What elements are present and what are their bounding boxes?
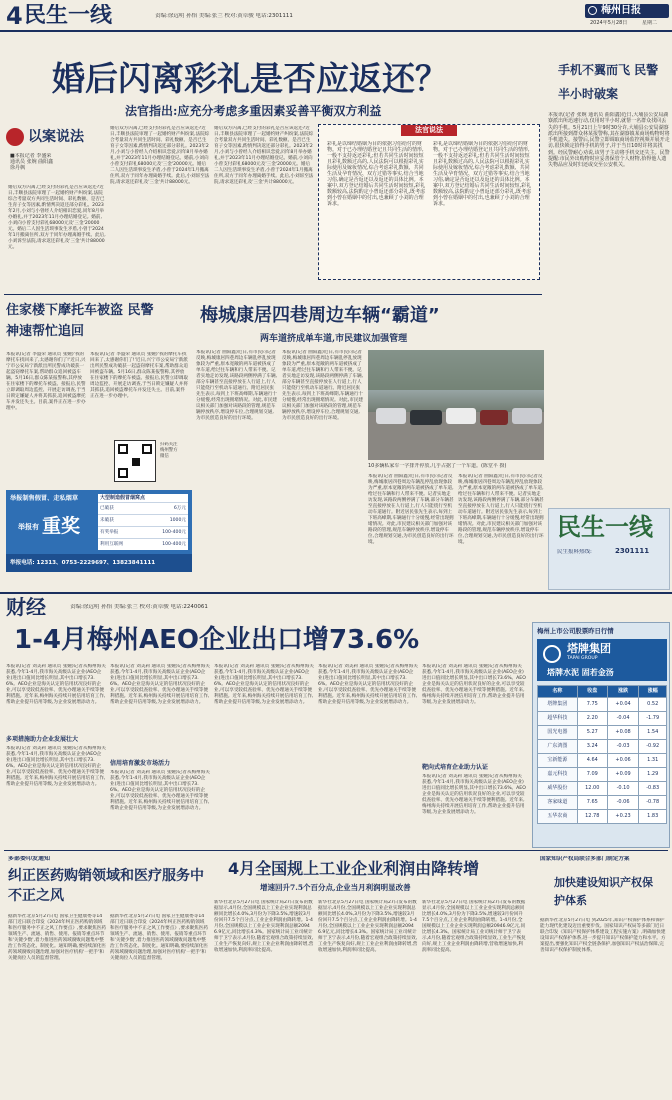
sponsor-logo-icon [543,645,561,663]
tobacco-prize-prefix: 举报有 [18,523,39,531]
center-body-3: 本报讯(记者 曲阳鑫)近日,有市民向记者反映,梅城康居四巷周边车辆乱停乱放现象较为严重,原本宽敞的两车道被挤成了单车道,给过往车辆和行人带来不便。记者实地走访发现,该路段两侧停满了车辆,部分车辆甚至直接停放在人行道上,行人只能绕行至机动车道通行。附近居民张先生表示,每到上下班高峰期,车辆通行十分缓慢,经常出现拥堵情况。对此,市民建议相关部门加强对该路段的管理,规范车辆停放秩序,增设停车位,合理规划交通,为市民创造良好的出行环境。 [368,474,454,545]
photo-car-4 [480,410,508,425]
sponsor-name-en: TAPAI GROUP [567,656,598,661]
stock-row [538,782,667,796]
top-body-3: 婚后双方闪离,已经支付的彩礼是否应该返还?近日,丰顺县法院审理了一起婚约财产纠纷案,法院综合考量双方共同生活时间、彩礼数额、是否已生育子女等因素,酌情判决返还部分彩礼。2023年2月,小刘与小曾经人介绍相识恋爱,同年8月举办婚礼,并于2023年11月办理结婚登记。婚前,小刘向小曾支付彩礼68000元及'三金'20000元。婚后二人因生活琐事发生矛盾,小曾于2024年1月搬离住所,双方于同年办理离婚手续。此后,小刘诉至法院,请求返还彩礼及'三金'共计88000元。 [214,126,314,185]
finance-banner: 财经 [6,595,46,619]
right-brief-headline-text: 手机不翼而飞 民警半小时破案 [558,63,659,101]
tobacco-row-value: 100-400元 [162,530,186,535]
left-brief-body-1: 本报讯(记者 李盛荣 通讯员 张婉)'我的摩托车找回来了,太感谢你们了!'近日,兴宁市公安局宁新派出所民警成功破获一起盗窃摩托车案,帮助群众追回被盗车辆。5月16日,群众陈某报警称,其停放在住家楼下的摩托车被盗。接报后,民警立即调取周边监控、开展走访调查,于当日锁定嫌疑人并将其抓获,追回被盗摩托车并发还失主。目前,案件正在进一步办理中。 [6,352,86,411]
tobacco-ad-title: 举报制售假冒、走私烟草 [10,495,79,502]
center-headline: 梅城康居四巷周边车辆“霸道” [200,305,440,326]
tobacco-row-label: 利用互联网 [100,542,123,547]
stock-header-cell: 涨幅 [639,686,667,698]
stock-value-cell: 1.29 [639,768,667,782]
finance-body-3: 本报讯(记者 刘美莉 通讯员 张婉)记者从梅州海关获悉,今年1-4月,我市海关高级认证企业(AEO企业)进出口值同比增长明显,其中出口增长73.6%。AEO企业是海关认定的信用状况良好的企业,可以享受较低查验率、优先办理通关手续等便利措施。近年来,梅州海关持续开展信用培育工作,帮助企业提升信用等级,为企业发展增添动力。 [110,664,210,705]
bottom-left-headline-text: 纠正医药购销领域和医疗服务中不正之风 [8,868,204,904]
header-weekday: 星期二 [642,20,658,26]
top-body-2: 婚后双方闪离,已经支付的彩礼是否应该返还?近日,丰顺县法院审理了一起婚约财产纠纷案,法院综合考量双方共同生活时间、彩礼数额、是否已生育子女等因素,酌情判决返还部分彩礼。2023年2月,小刘与小曾经人介绍相识恋爱,同年8月举办婚礼,并于2023年11月办理结婚登记。婚前,小刘向小曾支付彩礼68000元及'三金'20000元。婚后二人因生活琐事发生矛盾,小曾于2024年1月搬离住所,双方于同年办理离婚手续。此后,小刘诉至法院,请求返还彩礼及'三金'共计88000元。 [110,126,210,185]
law-box-text-1: 彩礼是以缔结婚姻为目的依据习俗给付的财物。对于已办理结婚登记且共同生活的情形,一般不支持返还彩礼;但若共同生活时间较短且彩礼数额过高的,人民法院可以根据彩礼实际使用及嫁妆情况,综合考虑彩礼数额、共同生活及孕育情况、双方过错等事实,结合当地习俗,确定是否返还以及返还的具体比例。本案中,双方登记结婚后共同生活时间较短,彩礼数额较高,法院酌定小曾返还部分彩礼,既考虑到小曾在婚姻中的付出,也兼顾了小刘的合理诉求。 [327,141,426,207]
right-brief-headline [548,58,670,108]
photo-car-1 [376,408,406,424]
qr-finder-1 [118,444,128,454]
top-body-1: 婚后双方闪离,已经支付的彩礼是否应该返还?近日,丰顺县法院审理了一起婚约财产纠纷案,法院综合考量双方共同生活时间、彩礼数额、是否已生育子女等因素,酌情判决返还部分彩礼。2023年2月,小刘与小曾经人介绍相识恋爱,同年8月举办婚礼,并于2023年11月办理结婚登记。婚前,小刘向小曾支付彩礼68000元及'三金'20000元。婚后二人因生活琐事发生矛盾,小曾于2024年1月搬离住所,双方于同年办理离婚手续。此后,小刘诉至法院,请求返还彩礼及'三金'共计88000元。 [8,185,106,250]
stock-value-cell: 7.75 [577,698,607,712]
stock-name-cell: 客家味道 [538,796,578,810]
center-body-2: 本报讯(记者 曲阳鑫)近日,有市民向记者反映,梅城康居四巷周边车辆乱停乱放现象较为严重,原本宽敞的两车道被挤成了单车道,给过往车辆和行人带来不便。记者实地走访发现,该路段两侧停满了车辆,部分车辆甚至直接停放在人行道上,行人只能绕行至机动车道通行。附近居民张先生表示,每到上下班高峰期,车辆通行十分缓慢,经常出现拥堵情况。对此,市民建议相关部门加强对该路段的管理,规范车辆停放秩序,增设停车位,合理规划交通,为市民创造良好的出行环境。 [282,350,364,421]
stock-value-cell: 1.31 [639,754,667,768]
finance-top-rule [0,592,672,594]
stock-value-cell: -0.04 [607,712,639,726]
finance-editors: 责编:徐远明 孙怡 美编:张兰 校对:黄卓骏 电话:2240061 [70,604,208,610]
stock-row [538,796,667,810]
stock-name-cell: 五华农商 [538,810,578,824]
bottom-center-subhead: 增速回升7.5个百分点,企业当月利润明显改善 [260,883,411,892]
stock-header-cell: 涨跌 [607,686,639,698]
header-editors: 责编:徐远明 孙怡 美编:张兰 校对:黄卓骏 电话:2301111 [155,13,293,19]
finance-body-8: 本报讯(记者 刘美莉 通讯员 张婉)记者从梅州海关获悉,今年1-4月,我市海关高级认证企业(AEO企业)进出口值同比增长明显,其中出口增长73.6%。AEO企业是海关认定的信用状况良好的企业,可以享受较低查验率、优先办理通关手续等便利措施。近年来,梅州海关持续开展信用培育工作,帮助企业提升信用等级,为企业发展增添动力。 [422,774,526,815]
bottom-right-body: 据新华社北京5月27日电 到2025年,知识产权保护体系和保护能力现代化建设迈出重要步伐。国家知识产权局等多部门近日联合印发《知识产权保护体系建设工程实施方案》,明确加快建设知识产权保护体系,进一步提升知识产权保护能力和水平。方案提出,要强化知识产权全链条保护,加强知识产权法治保障,完善知识产权保护制度体系。 [540,918,666,953]
stock-value-cell: 12.78 [577,810,607,824]
page-number: 4 [6,4,23,28]
bottom-left-headline [8,866,208,910]
top-headline: 婚后闪离彩礼是否应返还？ [52,59,448,98]
stock-name-cell: 塔牌集团 [538,698,578,712]
paper-logo [585,4,669,18]
bottom-right-headline-text: 加快建设知识产权保护体系 [554,876,653,907]
finance-subhead-3: 靶向式培育企业助力认证 [422,764,489,770]
photo-car-3 [446,408,476,424]
photo-car-5 [512,408,542,424]
hotline-ad [548,508,670,590]
finance-body-7: 本报讯(记者 刘美莉 通讯员 张婉)记者从梅州海关获悉,今年1-4月,我市海关高级认证企业(AEO企业)进出口值同比增长明显,其中出口增长73.6%。AEO企业是海关认定的信用状况良好的企业,可以享受较低查验率、优先办理通关手续等便利措施。近年来,梅州海关持续开展信用培育工作,帮助企业提升信用等级,为企业发展增添动力。 [422,664,526,705]
qr-finder-3 [118,468,128,478]
photo-trees [368,350,544,390]
bottom-center-body-2: 新华社北京5月27日电 国家统计局27日发布的数据显示,4月份,全国规模以上工业企业实现利润总额同比增长4.0%,3月份为下降3.5%,增速较3月份回升7.5个百分点,工业企业利润由降转增。1-4月份,全国规模以上工业企业实现利润总额20946.9亿元,同比增长4.3%。国家统计局工业司统计师于卫宁表示,4月份,随着宏观组合政策持续显效,工业生产恢复向好,规上工业企业利润由降转增,营收增速加快,利润率同比提高。 [318,900,418,953]
top-byline: ■本报记者 李盛荣 通讯员 张婉 曲阳鑫 徐丹枫 [10,153,54,171]
bottom-right-headline [540,874,668,914]
stock-name-cell: 嘉元科技 [538,768,578,782]
stock-panel [532,622,670,848]
column-badge [6,126,108,148]
header-rule [0,30,672,32]
top-subhead: 法官指出:应充分考虑多重因素妥善平衡双方利益 [125,104,382,118]
stock-row [538,740,667,754]
stock-table-header [538,686,667,698]
hotline-ad-title: 民生一线 [557,513,653,541]
bottom-row-rule [4,850,668,851]
qr-center [132,458,140,466]
finance-body-2: 本报讯(记者 刘美莉 通讯员 张婉)记者从梅州海关获悉,今年1-4月,我市海关高级认证企业(AEO企业)进出口值同比增长明显,其中出口增长73.6%。AEO企业是海关认定的信用状况良好的企业,可以享受较低查验率、优先办理通关手续等便利措施。近年来,梅州海关持续开展信用培育工作,帮助企业提升信用等级,为企业发展增添动力。 [6,746,106,787]
stock-value-cell: -1.79 [639,712,667,726]
left-brief-headline-text: 住家楼下摩托车被盗 民警神速帮忙追回 [6,303,154,339]
paper-logo-text: 梅州日报 [601,5,641,16]
stock-header-cell: 收盘 [577,686,607,698]
tobacco-hotline: 举报电话: 12313、0753-2229697、13823841111 [6,554,192,572]
stock-value-cell: 12.00 [577,782,607,796]
stock-title: 梅州上市公司股票昨日行情 [537,627,614,635]
stock-value-cell: -0.10 [607,782,639,796]
law-box-text-2: 彩礼是以缔结婚姻为目的依据习俗给付的财物。对于已办理结婚登记且共同生活的情形,一般不支持返还彩礼;但若共同生活时间较短且彩礼数额过高的,人民法院可以根据彩礼实际使用及嫁妆情况,综合考虑彩礼数额、共同生活及孕育情况、双方过错等事实,结合当地习俗,确定是否返还以及返还的具体比例。本案中,双方登记结婚后共同生活时间较短,彩礼数额较高,法院酌定小曾返还部分彩礼,既考虑到小曾在婚姻中的付出,也兼顾了小刘的合理诉求。 [433,141,532,207]
header-date: 2024年5月28日 [590,20,628,26]
tobacco-row-value: 1000元 [169,518,186,523]
tobacco-table-header: 大型制造假冒烟窝点 [100,495,146,501]
stock-value-cell: 0.52 [639,698,667,712]
law-box [318,124,540,280]
tobacco-row-label: 已破获 [100,506,114,511]
street-photo [368,350,544,460]
photo-car-2 [410,410,442,425]
hotline-ad-phone: 2301111 [615,547,650,555]
stock-table-body [538,698,667,824]
stock-value-cell: +0.06 [607,754,639,768]
tobacco-table-row [98,514,188,526]
stock-value-cell: +0.04 [607,698,639,712]
stock-row [538,754,667,768]
stock-name-cell: 宝新能源 [538,754,578,768]
stock-value-cell: -0.03 [607,740,639,754]
stock-value-cell: -0.06 [607,796,639,810]
stock-value-cell: 7.09 [577,768,607,782]
bottom-center-body-3: 新华社北京5月27日电 国家统计局27日发布的数据显示,4月份,全国规模以上工业企业实现利润总额同比增长4.0%,3月份为下降3.5%,增速较3月份回升7.5个百分点,工业企业利润由降转增。1-4月份,全国规模以上工业企业实现利润总额20946.9亿元,同比增长4.3%。国家统计局工业司统计师于卫宁表示,4月份,随着宏观组合政策持续显效,工业生产恢复向好,规上工业企业利润由降转增,营收增速加快,利润率同比提高。 [422,900,526,953]
stock-value-cell: +0.09 [607,768,639,782]
tobacco-row-value: 6万元 [173,506,186,511]
sponsor-name: 塔牌集团 [567,642,611,655]
bottom-right-kicker: 国家知识产权局联合多部门制定方案 [540,856,630,862]
stock-value-cell: 5.27 [577,726,607,740]
finance-headline: 1-4月梅州AEO企业出口增73.6% [14,625,420,655]
stock-name-cell: 国光电器 [538,726,578,740]
paper-logo-icon [588,6,597,15]
tobacco-row-value: 100-400元 [162,542,186,547]
stock-row [538,768,667,782]
sponsor-slogan: 塔牌水泥 固若金汤 [547,668,614,677]
photo-caption: 10多辆私家车一字排开停放,几乎占据了一个车道。(陈堂平 摄) [368,463,507,469]
stock-table [537,685,667,824]
stock-header-cell: 名称 [538,686,578,698]
tobacco-prize: 重奖 [42,515,81,537]
tobacco-row-label: 有奖举报 [100,530,119,535]
center-subhead: 两车道挤成单车道,市民建议加强管理 [260,334,408,344]
stock-row [538,698,667,712]
stock-name-cell: 广东鸿图 [538,740,578,754]
finance-body-5: 本报讯(记者 刘美莉 通讯员 张婉)记者从梅州海关获悉,今年1-4月,我市海关高级认证企业(AEO企业)进出口值同比增长明显,其中出口增长73.6%。AEO企业是海关认定的信用状况良好的企业,可以享受较低查验率、优先办理通关手续等便利措施。近年来,梅州海关持续开展信用培育工作,帮助企业提升信用等级,为企业发展增添动力。 [214,664,314,705]
tobacco-table [98,494,188,550]
bottom-left-body-2: 据新华社北京5月27日电 国家卫生健康委等14部门近日联合印发《2024年纠正医药购销领域和医疗服务中不正之风工作要点》,要求聚焦医药领域生产、流通、销售、使用、报销等重点环节和'关键少数',着力推进医药领域腐败问题集中整治工作常态化、制度化。通知明确,要持续深化医药领域腐败问题治理,加强对医疗机构'一把手'和关键岗位人员的监督管理。 [110,914,208,961]
finance-body-6: 本报讯(记者 刘美莉 通讯员 张婉)记者从梅州海关获悉,今年1-4月,我市海关高级认证企业(AEO企业)进出口值同比增长明显,其中出口增长73.6%。AEO企业是海关认定的信用状况良好的企业,可以享受较低查验率、优先办理通关手续等便利措施。近年来,梅州海关持续开展信用培育工作,帮助企业提升信用等级,为企业发展增添动力。 [318,664,418,705]
tobacco-ad [6,490,192,572]
finance-body-4: 本报讯(记者 刘美莉 通讯员 张婉)记者从梅州海关获悉,今年1-4月,我市海关高级认证企业(AEO企业)进出口值同比增长明显,其中出口增长73.6%。AEO企业是海关认定的信用状况良好的企业,可以享受较低查验率、优先办理通关手续等便利措施。近年来,梅州海关持续开展信用培育工作,帮助企业提升信用等级,为企业发展增添动力。 [110,770,210,811]
bottom-center-headline: 4月全国规上工业企业利润由降转增 [228,859,480,878]
stock-value-cell: -0.78 [639,796,667,810]
bottom-left-body-1: 据新华社北京5月27日电 国家卫生健康委等14部门近日联合印发《2024年纠正医药购销领域和医疗服务中不正之风工作要点》,要求聚焦医药领域生产、流通、销售、使用、报销等重点环节和'关键少数',着力推进医药领域腐败问题集中整治工作常态化、制度化。通知明确,要持续深化医药领域腐败问题治理,加强对医疗机构'一把手'和关键岗位人员的监督管理。 [8,914,106,961]
finance-body-1: 本报讯(记者 刘美莉 通讯员 张婉)记者从梅州海关获悉,今年1-4月,我市海关高级认证企业(AEO企业)进出口值同比增长明显,其中出口增长73.6%。AEO企业是海关认定的信用状况良好的企业,可以享受较低查验率、优先办理通关手续等便利措施。近年来,梅州海关持续开展信用培育工作,帮助企业提升信用等级,为企业发展增添动力。 [6,664,106,705]
stock-row [538,712,667,726]
badge-text: 以案说法 [28,129,84,145]
tobacco-table-row [98,538,188,550]
finance-subhead-2: 信用培育激发市场活力 [110,760,171,766]
stock-value-cell: 1.54 [639,726,667,740]
qr-code [114,440,156,482]
hotline-ad-subtitle: 民生报料热线: [557,549,592,555]
stock-value-cell: +0.23 [607,810,639,824]
left-brief-headline [6,300,166,344]
stock-value-cell: 7.65 [577,796,607,810]
badge-mark [6,128,24,146]
stock-value-cell: 3.24 [577,740,607,754]
stock-row [538,726,667,740]
stock-value-cell: -0.92 [639,740,667,754]
stock-value-cell: 4.64 [577,754,607,768]
stock-value-cell: -0.83 [639,782,667,796]
tobacco-table-row [98,502,188,514]
top-story-bottom-rule [4,294,542,295]
left-brief-body-2: 本报讯(记者 李盛荣 通讯员 张婉)'我的摩托车找回来了,太感谢你们了!'近日,兴宁市公安局宁新派出所民警成功破获一起盗窃摩托车案,帮助群众追回被盗车辆。5月16日,群众陈某报警称,其停放在住家楼下的摩托车被盗。接报后,民警立即调取周边监控、开展走访调查,于当日锁定嫌疑人并将其抓获,追回被盗摩托车并发还失主。目前,案件正在进一步办理中。 [90,352,188,399]
stock-value-cell: 2.20 [577,712,607,726]
stock-row [538,810,667,824]
qr-caption: 扫码关注 梅州警方 微信 [160,442,178,459]
tobacco-table-row [98,526,188,538]
right-brief-body: 本报讯(记者 张婉 通讯员 曲阳鑫)近日,大埔县公安局湖寮派出所迅速行动,仅用时半小时,就帮一名群众找回丢失的手机。5月21日上午9时30分许,大埔县公安局湖寮派出所接到群众林某报警称,其在湖寮镇某商场购物时将手机遗失。接警后,民警立即调取商场监控视频并展开走访,很快锁定拾得手机的男子,并于当日10时许将其找到。经民警耐心劝说,该男子主动将手机交还失主。民警提醒:市民外出购物时应妥善保管个人财物,拾得他人遗失物品应及时归还或交至公安机关。 [548,112,670,169]
tobacco-table-rows [98,502,188,550]
page-header [0,0,672,30]
center-body-4: 本报讯(记者 曲阳鑫)近日,有市民向记者反映,梅城康居四巷周边车辆乱停乱放现象较为严重,原本宽敞的两车道被挤成了单车道,给过往车辆和行人带来不便。记者实地走访发现,该路段两侧停满了车辆,部分车辆甚至直接停放在人行道上,行人只能绕行至机动车道通行。附近居民张先生表示,每到上下班高峰期,车辆通行十分缓慢,经常出现拥堵情况。对此,市民建议相关部门加强对该路段的管理,规范车辆停放秩序,增设停车位,合理规划交通,为市民创造良好的出行环境。 [458,474,544,545]
stock-value-cell: +0.08 [607,726,639,740]
stock-value-cell: 1.83 [639,810,667,824]
finance-subhead-1: 多项措施助力企业发展壮大 [6,736,79,742]
bottom-left-kicker: 多部委印发通知 [8,856,51,862]
stock-name-cell: 威华股份 [538,782,578,796]
stock-name-cell: 超华科技 [538,712,578,726]
sponsor-block [537,639,667,681]
section-title: 民生一线 [24,4,113,28]
center-body-1: 本报讯(记者 曲阳鑫)近日,有市民向记者反映,梅城康居四巷周边车辆乱停乱放现象较为严重,原本宽敞的两车道被挤成了单车道,给过往车辆和行人带来不便。记者实地走访发现,该路段两侧停满了车辆,部分车辆甚至直接停放在人行道上,行人只能绕行至机动车道通行。附近居民张先生表示,每到上下班高峰期,车辆通行十分缓慢,经常出现拥堵情况。对此,市民建议相关部门加强对该路段的管理,规范车辆停放秩序,增设停车位,合理规划交通,为市民创造良好的出行环境。 [196,350,278,421]
tobacco-row-label: 未破获 [100,518,114,523]
bottom-center-body-1: 新华社北京5月27日电 国家统计局27日发布的数据显示,4月份,全国规模以上工业企业实现利润总额同比增长4.0%,3月份为下降3.5%,增速较3月份回升7.5个百分点,工业企业利润由降转增。1-4月份,全国规模以上工业企业实现利润总额20946.9亿元,同比增长4.3%。国家统计局工业司统计师于卫宁表示,4月份,随着宏观组合政策持续显效,工业生产恢复向好,规上工业企业利润由降转增,营收增速加快,利润率同比提高。 [214,900,314,953]
qr-finder-2 [142,444,152,454]
law-box-title: 法官说法 [401,125,457,136]
